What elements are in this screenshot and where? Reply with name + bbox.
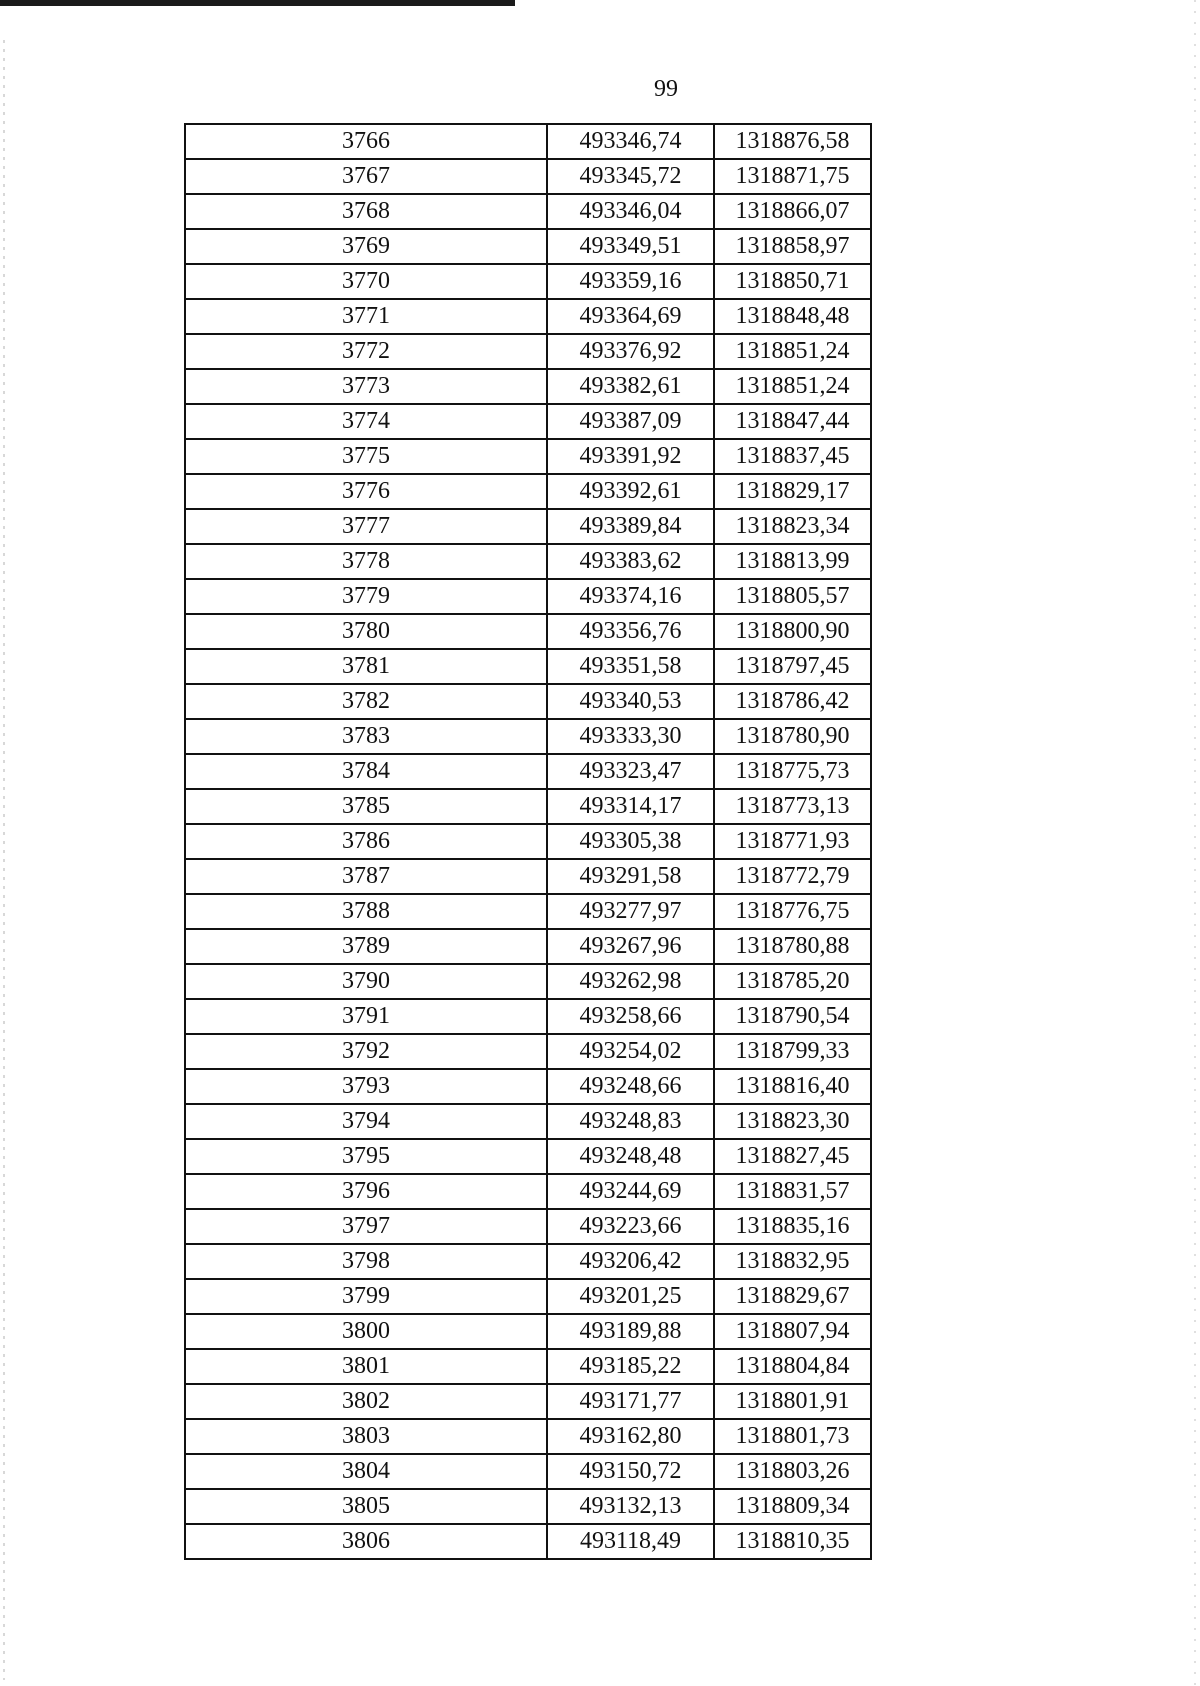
- x-coordinate-cell: 493291,58: [547, 859, 714, 894]
- point-number-cell: 3769: [185, 229, 547, 264]
- y-coordinate-cell: 1318799,33: [714, 1034, 871, 1069]
- y-coordinate-cell: 1318813,99: [714, 544, 871, 579]
- x-coordinate-cell: 493248,66: [547, 1069, 714, 1104]
- point-number-cell: 3771: [185, 299, 547, 334]
- point-number-cell: 3790: [185, 964, 547, 999]
- y-coordinate-cell: 1318876,58: [714, 124, 871, 159]
- table-row: [185, 1139, 871, 1174]
- point-number-cell: 3800: [185, 1314, 547, 1349]
- table-row: [185, 1419, 871, 1454]
- y-coordinate-cell: 1318785,20: [714, 964, 871, 999]
- x-coordinate-cell: 493351,58: [547, 649, 714, 684]
- table-row: [185, 1174, 871, 1209]
- point-number-cell: 3795: [185, 1139, 547, 1174]
- x-coordinate-cell: 493206,42: [547, 1244, 714, 1279]
- y-coordinate-cell: 1318829,17: [714, 474, 871, 509]
- table-row: [185, 124, 871, 159]
- table-row: [185, 579, 871, 614]
- point-number-cell: 3805: [185, 1489, 547, 1524]
- point-number-cell: 3767: [185, 159, 547, 194]
- x-coordinate-cell: 493201,25: [547, 1279, 714, 1314]
- point-number-cell: 3802: [185, 1384, 547, 1419]
- y-coordinate-cell: 1318780,90: [714, 719, 871, 754]
- table-row: [185, 719, 871, 754]
- table-row: [185, 439, 871, 474]
- coordinates-table-body: [185, 124, 871, 1559]
- x-coordinate-cell: 493262,98: [547, 964, 714, 999]
- table-row: [185, 859, 871, 894]
- table-row: [185, 159, 871, 194]
- table-row: [185, 614, 871, 649]
- point-number-cell: 3787: [185, 859, 547, 894]
- x-coordinate-cell: 493346,04: [547, 194, 714, 229]
- x-coordinate-cell: 493171,77: [547, 1384, 714, 1419]
- point-number-cell: 3776: [185, 474, 547, 509]
- y-coordinate-cell: 1318800,90: [714, 614, 871, 649]
- y-coordinate-cell: 1318871,75: [714, 159, 871, 194]
- point-number-cell: 3780: [185, 614, 547, 649]
- y-coordinate-cell: 1318835,16: [714, 1209, 871, 1244]
- y-coordinate-cell: 1318807,94: [714, 1314, 871, 1349]
- table-row: [185, 1104, 871, 1139]
- x-coordinate-cell: 493323,47: [547, 754, 714, 789]
- y-coordinate-cell: 1318772,79: [714, 859, 871, 894]
- y-coordinate-cell: 1318797,45: [714, 649, 871, 684]
- table-row: [185, 1209, 871, 1244]
- point-number-cell: 3801: [185, 1349, 547, 1384]
- y-coordinate-cell: 1318801,91: [714, 1384, 871, 1419]
- table-row: [185, 684, 871, 719]
- x-coordinate-cell: 493356,76: [547, 614, 714, 649]
- point-number-cell: 3794: [185, 1104, 547, 1139]
- top-border-rule: [0, 0, 515, 6]
- point-number-cell: 3785: [185, 789, 547, 824]
- x-coordinate-cell: 493340,53: [547, 684, 714, 719]
- y-coordinate-cell: 1318809,34: [714, 1489, 871, 1524]
- table-row: [185, 1384, 871, 1419]
- y-coordinate-cell: 1318773,13: [714, 789, 871, 824]
- point-number-cell: 3773: [185, 369, 547, 404]
- x-coordinate-cell: 493185,22: [547, 1349, 714, 1384]
- table-row: [185, 299, 871, 334]
- y-coordinate-cell: 1318829,67: [714, 1279, 871, 1314]
- table-row: [185, 509, 871, 544]
- point-number-cell: 3803: [185, 1419, 547, 1454]
- x-coordinate-cell: 493150,72: [547, 1454, 714, 1489]
- y-coordinate-cell: 1318837,45: [714, 439, 871, 474]
- point-number-cell: 3768: [185, 194, 547, 229]
- table-row: [185, 1279, 871, 1314]
- point-number-cell: 3804: [185, 1454, 547, 1489]
- y-coordinate-cell: 1318790,54: [714, 999, 871, 1034]
- x-coordinate-cell: 493162,80: [547, 1419, 714, 1454]
- y-coordinate-cell: 1318776,75: [714, 894, 871, 929]
- page-number: 99: [654, 76, 678, 102]
- table-row: [185, 369, 871, 404]
- table-row: [185, 824, 871, 859]
- x-coordinate-cell: 493277,97: [547, 894, 714, 929]
- y-coordinate-cell: 1318803,26: [714, 1454, 871, 1489]
- x-coordinate-cell: 493364,69: [547, 299, 714, 334]
- point-number-cell: 3766: [185, 124, 547, 159]
- table-row: [185, 1244, 871, 1279]
- point-number-cell: 3791: [185, 999, 547, 1034]
- table-row: [185, 194, 871, 229]
- y-coordinate-cell: 1318786,42: [714, 684, 871, 719]
- point-number-cell: 3782: [185, 684, 547, 719]
- x-coordinate-cell: 493376,92: [547, 334, 714, 369]
- point-number-cell: 3792: [185, 1034, 547, 1069]
- table-row: [185, 649, 871, 684]
- y-coordinate-cell: 1318775,73: [714, 754, 871, 789]
- point-number-cell: 3786: [185, 824, 547, 859]
- x-coordinate-cell: 493305,38: [547, 824, 714, 859]
- x-coordinate-cell: 493387,09: [547, 404, 714, 439]
- y-coordinate-cell: 1318804,84: [714, 1349, 871, 1384]
- coordinates-table: [184, 123, 872, 1560]
- table-row: [185, 894, 871, 929]
- y-coordinate-cell: 1318847,44: [714, 404, 871, 439]
- table-row: [185, 1069, 871, 1104]
- x-coordinate-cell: 493382,61: [547, 369, 714, 404]
- y-coordinate-cell: 1318801,73: [714, 1419, 871, 1454]
- table-row: [185, 999, 871, 1034]
- point-number-cell: 3806: [185, 1524, 547, 1559]
- x-coordinate-cell: 493389,84: [547, 509, 714, 544]
- point-number-cell: 3783: [185, 719, 547, 754]
- point-number-cell: 3793: [185, 1069, 547, 1104]
- point-number-cell: 3778: [185, 544, 547, 579]
- y-coordinate-cell: 1318823,34: [714, 509, 871, 544]
- point-number-cell: 3781: [185, 649, 547, 684]
- y-coordinate-cell: 1318823,30: [714, 1104, 871, 1139]
- table-row: [185, 1489, 871, 1524]
- point-number-cell: 3784: [185, 754, 547, 789]
- x-coordinate-cell: 493248,48: [547, 1139, 714, 1174]
- y-coordinate-cell: 1318850,71: [714, 264, 871, 299]
- table-row: [185, 404, 871, 439]
- point-number-cell: 3788: [185, 894, 547, 929]
- table-row: [185, 754, 871, 789]
- point-number-cell: 3797: [185, 1209, 547, 1244]
- x-coordinate-cell: 493267,96: [547, 929, 714, 964]
- table-row: [185, 1314, 871, 1349]
- y-coordinate-cell: 1318816,40: [714, 1069, 871, 1104]
- y-coordinate-cell: 1318780,88: [714, 929, 871, 964]
- y-coordinate-cell: 1318866,07: [714, 194, 871, 229]
- y-coordinate-cell: 1318827,45: [714, 1139, 871, 1174]
- table-row: [185, 474, 871, 509]
- point-number-cell: 3796: [185, 1174, 547, 1209]
- table-row: [185, 929, 871, 964]
- y-coordinate-cell: 1318848,48: [714, 299, 871, 334]
- x-coordinate-cell: 493346,74: [547, 124, 714, 159]
- y-coordinate-cell: 1318810,35: [714, 1524, 871, 1559]
- scan-edge-left: [3, 40, 5, 1680]
- x-coordinate-cell: 493223,66: [547, 1209, 714, 1244]
- y-coordinate-cell: 1318851,24: [714, 334, 871, 369]
- x-coordinate-cell: 493254,02: [547, 1034, 714, 1069]
- y-coordinate-cell: 1318771,93: [714, 824, 871, 859]
- table-row: [185, 229, 871, 264]
- x-coordinate-cell: 493359,16: [547, 264, 714, 299]
- table-row: [185, 789, 871, 824]
- y-coordinate-cell: 1318805,57: [714, 579, 871, 614]
- x-coordinate-cell: 493258,66: [547, 999, 714, 1034]
- x-coordinate-cell: 493333,30: [547, 719, 714, 754]
- x-coordinate-cell: 493349,51: [547, 229, 714, 264]
- table-row: [185, 1454, 871, 1489]
- table-row: [185, 1349, 871, 1384]
- point-number-cell: 3772: [185, 334, 547, 369]
- y-coordinate-cell: 1318858,97: [714, 229, 871, 264]
- point-number-cell: 3770: [185, 264, 547, 299]
- x-coordinate-cell: 493244,69: [547, 1174, 714, 1209]
- table-row: [185, 544, 871, 579]
- x-coordinate-cell: 493392,61: [547, 474, 714, 509]
- scan-edge-right: [1194, 0, 1196, 1686]
- y-coordinate-cell: 1318851,24: [714, 369, 871, 404]
- table-row: [185, 264, 871, 299]
- x-coordinate-cell: 493345,72: [547, 159, 714, 194]
- point-number-cell: 3775: [185, 439, 547, 474]
- point-number-cell: 3799: [185, 1279, 547, 1314]
- x-coordinate-cell: 493314,17: [547, 789, 714, 824]
- x-coordinate-cell: 493132,13: [547, 1489, 714, 1524]
- y-coordinate-cell: 1318832,95: [714, 1244, 871, 1279]
- point-number-cell: 3789: [185, 929, 547, 964]
- table-row: [185, 1524, 871, 1559]
- x-coordinate-cell: 493374,16: [547, 579, 714, 614]
- x-coordinate-cell: 493248,83: [547, 1104, 714, 1139]
- table-row: [185, 1034, 871, 1069]
- x-coordinate-cell: 493383,62: [547, 544, 714, 579]
- x-coordinate-cell: 493118,49: [547, 1524, 714, 1559]
- point-number-cell: 3798: [185, 1244, 547, 1279]
- point-number-cell: 3777: [185, 509, 547, 544]
- x-coordinate-cell: 493189,88: [547, 1314, 714, 1349]
- table-row: [185, 334, 871, 369]
- point-number-cell: 3779: [185, 579, 547, 614]
- table-row: [185, 964, 871, 999]
- y-coordinate-cell: 1318831,57: [714, 1174, 871, 1209]
- x-coordinate-cell: 493391,92: [547, 439, 714, 474]
- point-number-cell: 3774: [185, 404, 547, 439]
